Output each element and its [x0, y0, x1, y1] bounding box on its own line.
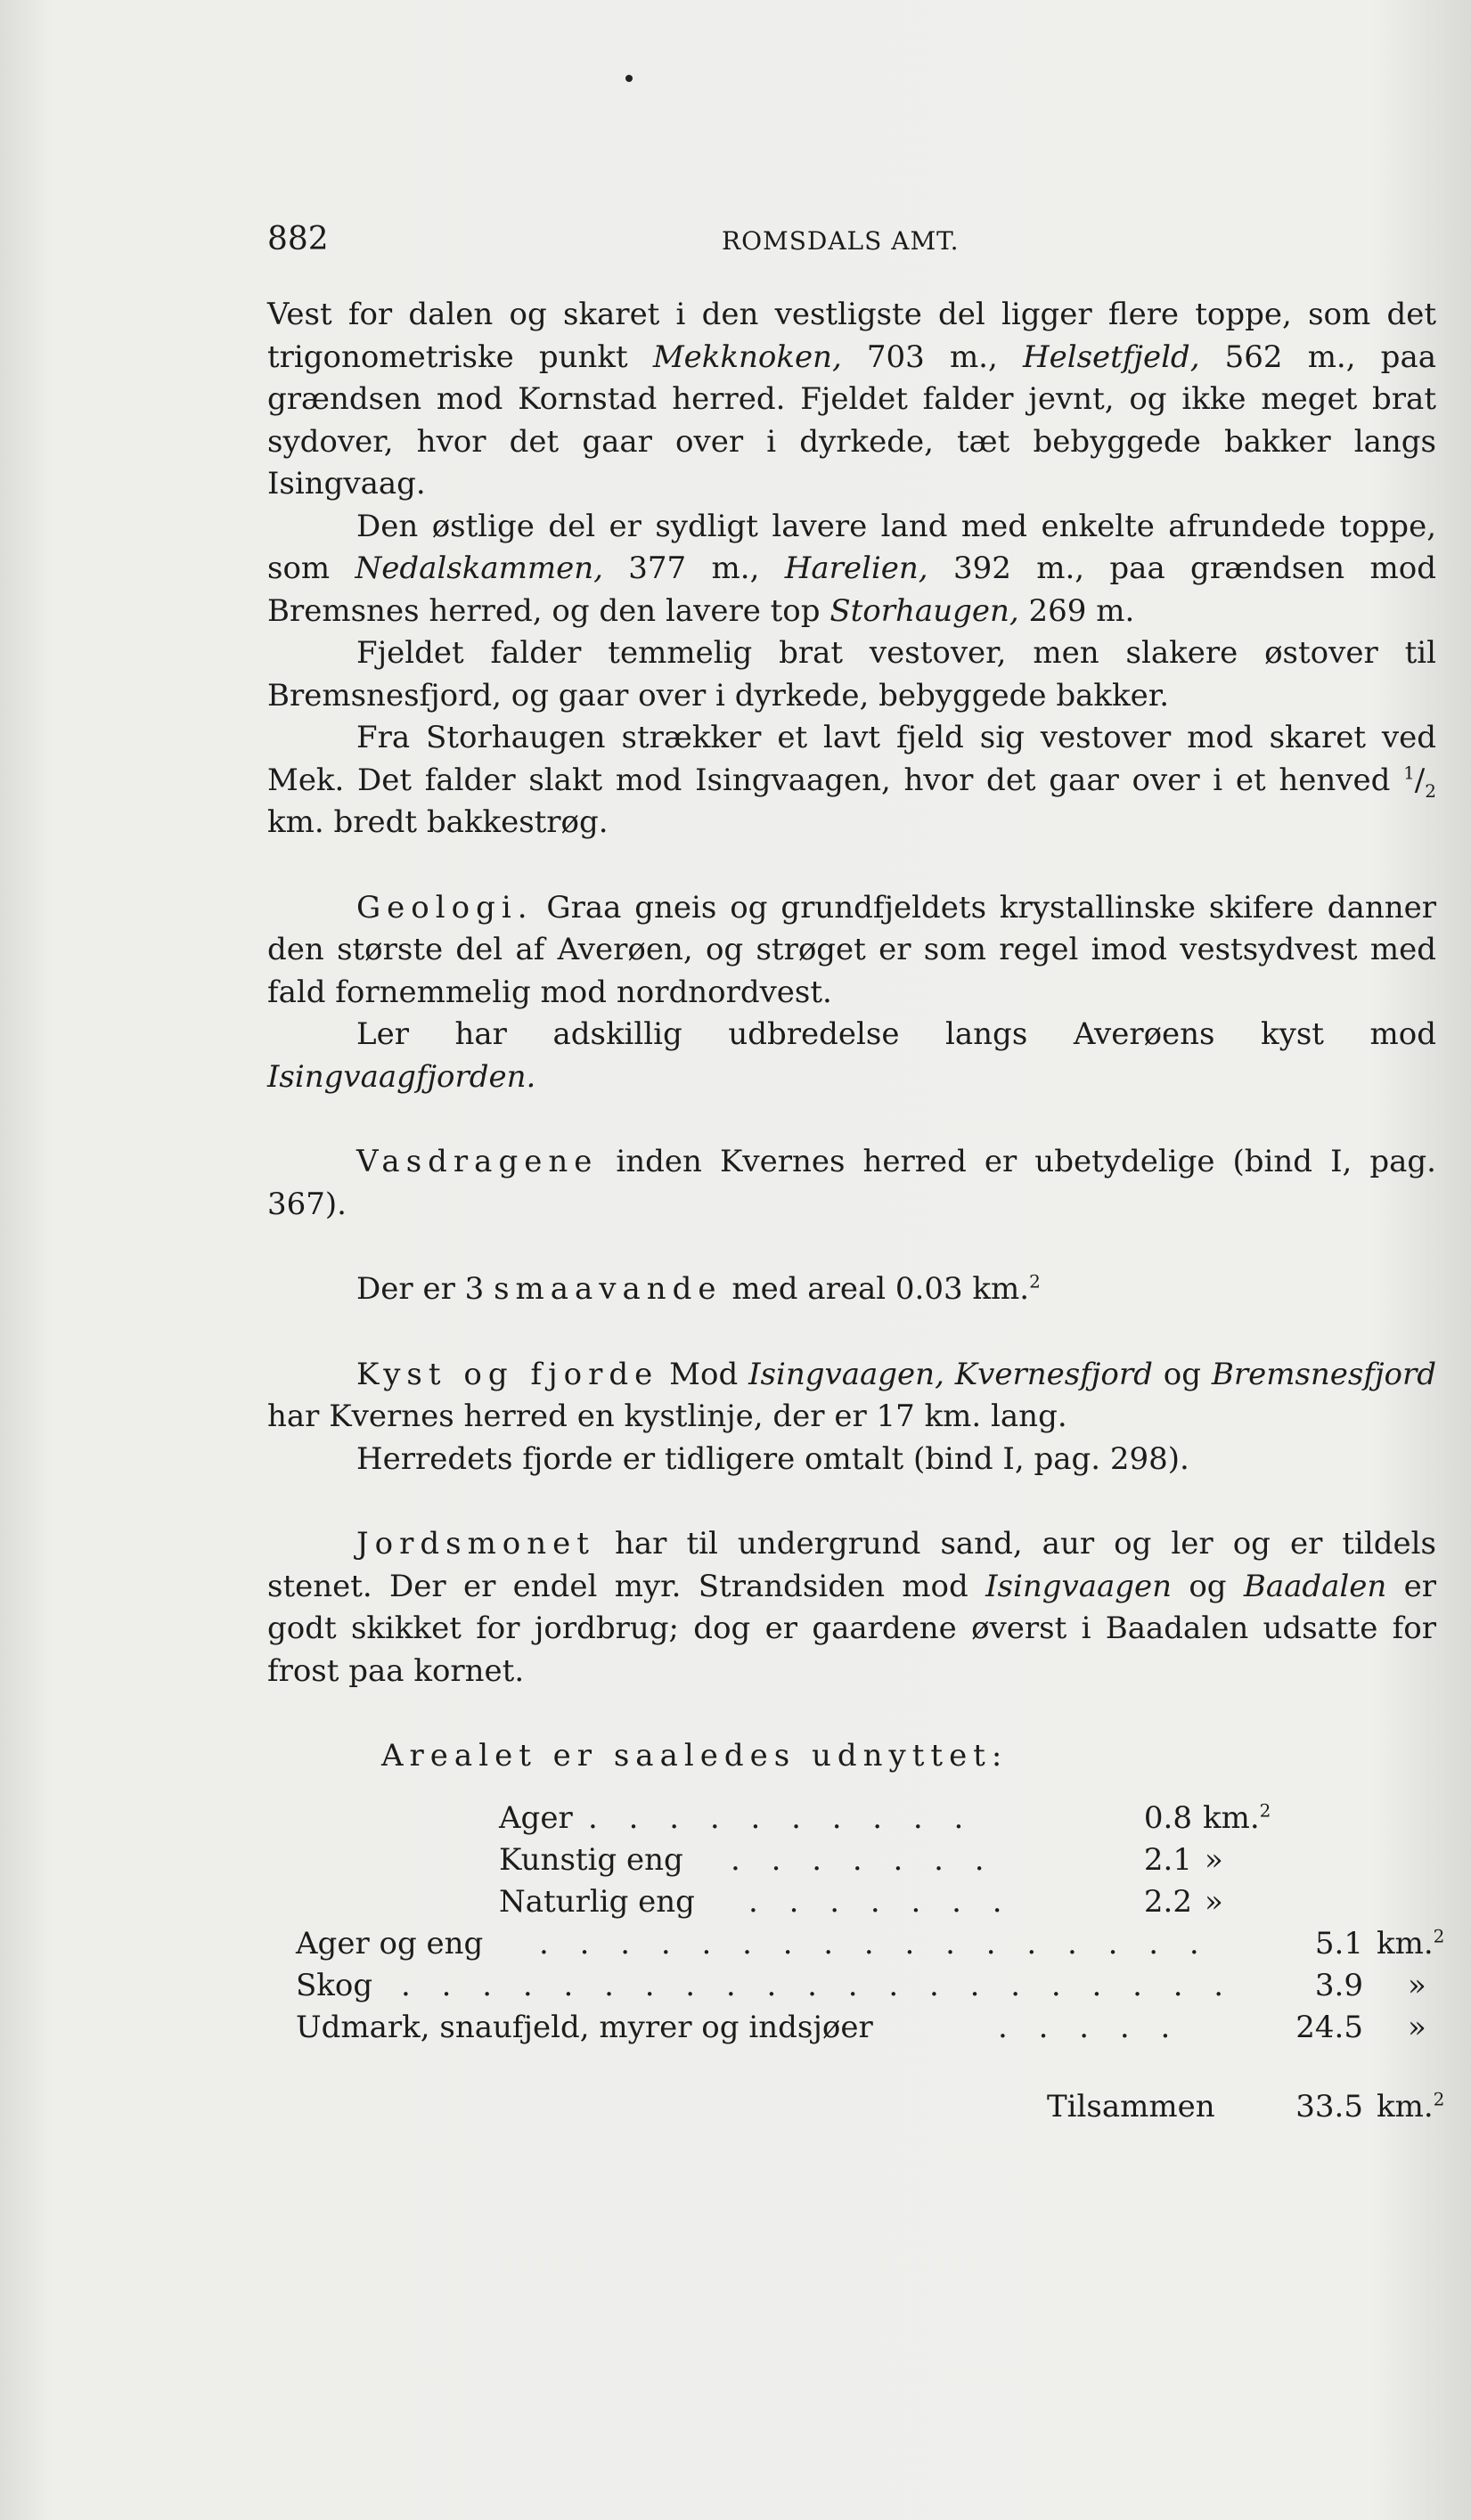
paragraph-kyst: Kyst og fjorde Mod Isingvaagen, Kvernesfjord og Bremsnesfjord har Kvernes herred en kystlinje, der er 17 km. lang. [267, 1356, 1436, 1434]
paragraph-smaavande: Der er 3 smaavande med areal 0.03 km.$^2$ [356, 1270, 1041, 1307]
paragraph-4: Fra Storhaugen strækker et lavt fjeld sig vestover mod skaret ved Mek. Det falder slakt mod Isingvaagen, hvor det gaar over i et henved $^1/_2$ km. bredt bakkestrøg. [267, 720, 1436, 840]
table-total-row: Tilsammen 33.5 km.$^2$ [1047, 2088, 1445, 2124]
table-row: Skog . . . . . . . . . . . . . . . . . . . . . 3.9 » [296, 1967, 1426, 2003]
land-use-table [267, 1798, 1445, 2128]
paragraph-vasdragene: Vasdragene inden Kvernes herred er ubetydelige (bind I, pag. 367). [267, 1144, 1436, 1222]
paragraph-jordsmonet: Jordsmonet har til undergrund sand, aur og ler og er tildels stenet. Der er endel myr. Strandsiden mod Isingvaagen og Baadalen er godt skikket for jordbrug; dog er gaardene øverst i Baadalen udsatte for frost paa kornet. [267, 1526, 1436, 1689]
paragraph-fjorde: Herredets fjorde er tidligere omtalt (bind I, pag. 298). [356, 1440, 1189, 1477]
ink-dot [625, 75, 633, 82]
table-row: Naturlig eng . . . . . . . 2.2 » [499, 1883, 1223, 1920]
paragraph-3: Fjeldet falder temmelig brat vestover, men slakere østover til Bremsnesfjord, og gaar over i dyrkede, bebyggede bakker. [267, 635, 1436, 714]
table-row: Ager og eng . . . . . . . . . . . . . . . . . 5.1 km.$^2$ [296, 1925, 1445, 1961]
page-header [267, 221, 1434, 265]
running-title: ROMSDALS AMT. [722, 226, 960, 256]
paragraph-2: Den østlige del er sydligt lavere land med enkelte afrundede toppe, som Nedalskammen, 377 m., Harelien, 392 m., paa grændsen mod Bremsnes herred, og den lavere top Storhaugen, 269 m. [267, 508, 1436, 629]
paragraph-arealet: Arealet er saaledes udnyttet: [381, 1738, 1009, 1774]
table-row: Udmark, snaufjeld, myrer og indsjøer . . . . . 24.5 » [296, 2009, 1426, 2045]
page-body [267, 294, 1445, 2128]
paragraph-ler: Ler har adskillig udbredelse langs Averøens kyst mod Isingvaagfjorden. [267, 1016, 1436, 1095]
paragraph-geologi: Geologi. Graa gneis og grundfjeldets krystallinske skifere danner den største del af Averøen, og strøget er som regel imod vestsydvest med fald fornemmelig mod nordnordvest. [267, 889, 1436, 1010]
paragraph-1: Vest for dalen og skaret i den vestligste del ligger flere toppe, som det trigonometriske punkt Mekknoken, 703 m., Helsetfjeld, 562 m., paa grændsen mod Kornstad herred. Fjeldet falder jevnt, og ikke meget brat sydover, hvor det gaar over i dyrkede, tæt bebyggede bakker langs Isingvaag. [267, 297, 1436, 502]
table-row: Kunstig eng . . . . . . . 2.1 » [499, 1841, 1223, 1878]
page-number: 882 [267, 221, 329, 257]
table-row: Ager . . . . . . . . . . 0.8 km.$^2$ [499, 1799, 1271, 1836]
